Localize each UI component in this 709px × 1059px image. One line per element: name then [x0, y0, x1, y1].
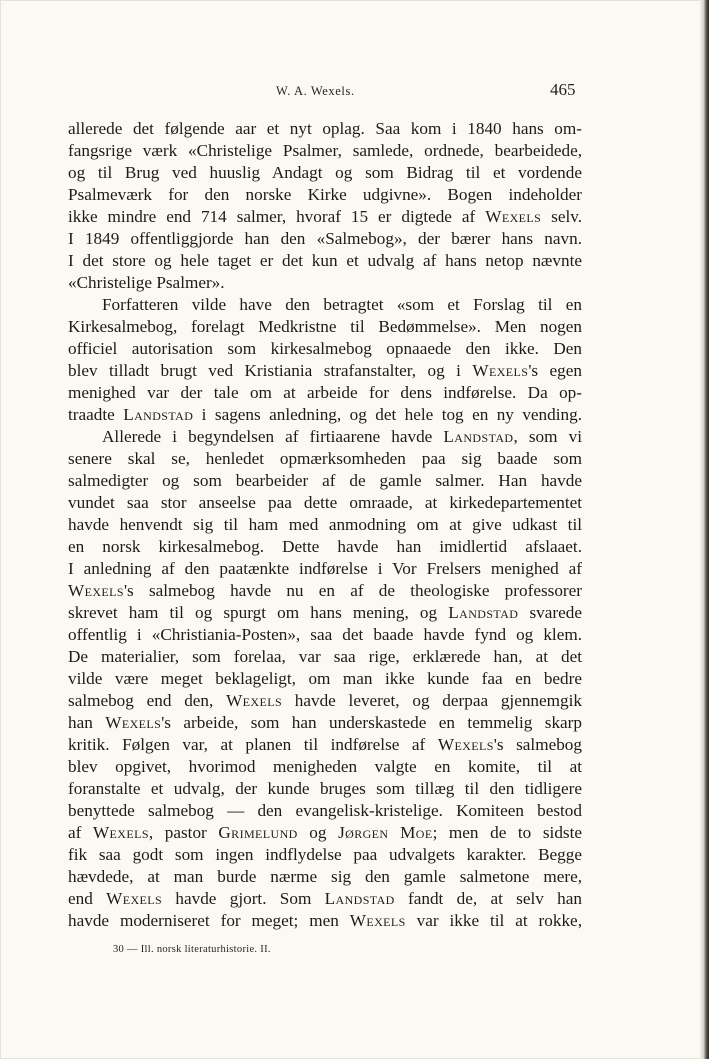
text-line: I anledning af den paatænkte indførelse i Vor Frelsers menighed af [68, 559, 582, 578]
text-line: skrevet ham til og spurgt om hans mening, og Landstad svarede [68, 603, 582, 622]
text-line: menighed var der tale om at arbeide for dens indførelse. Da op- [68, 383, 582, 402]
text-line: Forfatteren vilde have den betragtet «som et Forslag til en [102, 295, 582, 314]
text-line: traadte Landstad i sagens anledning, og det hele tog en ny vending. [68, 405, 582, 424]
text-line: allerede det følgende aar et nyt oplag. Saa kom i 1840 hans om- [68, 119, 582, 138]
running-header: W. A. Wexels. [276, 84, 355, 98]
text-line: kritik. Følgen var, at planen til indførelse af Wexels's salmebog [68, 735, 582, 754]
text-line: officiel autorisation som kirkesalmebog opnaaede den ikke. Den [68, 339, 582, 358]
text-line: Psalmeværk for den norske Kirke udgivne». Bogen indeholder [68, 185, 582, 204]
text-line: I det store og hele taget er det kun et udvalg af hans netop nævnte [68, 251, 582, 270]
text-line: havde moderniseret for meget; men Wexels var ikke til at rokke, [68, 911, 582, 930]
text-line: vilde være meget beklageligt, om man ikke kunde faa en bedre [68, 669, 582, 688]
text-line: hævdede, at man burde nærme sig den gamle salmetone mere, [68, 867, 582, 886]
text-line: af Wexels, pastor Grimelund og Jørgen Moe; men de to sidste [68, 823, 583, 842]
text-line: han Wexels's arbeide, som han underskastede en temmelig skarp [68, 713, 582, 732]
text-line: blev opgivet, hvorimod menigheden valgte en komite, til at [68, 757, 582, 776]
text-line: fangsrige værk «Christelige Psalmer, samlede, ordnede, bearbeidede, [68, 141, 582, 160]
text-line: en norsk kirkesalmebog. Dette havde han imidlertid afslaaet. [68, 537, 582, 556]
body-text [68, 118, 582, 932]
text-line: og til Brug ved huuslig Andagt og som Bidrag til et vordende [68, 163, 582, 182]
text-line: benyttede salmebog — den evangelisk-kristelige. Komiteen bestod [68, 801, 582, 820]
text-line: havde henvendt sig til ham med anmodning om at give udkast til [68, 515, 582, 534]
text-line: foranstalte et udvalg, der kunde bruges som tillæg til den tidligere [68, 779, 582, 798]
text-line: end Wexels havde gjort. Som Landstad fandt de, at selv han [68, 889, 582, 908]
text-line: blev tilladt brugt ved Kristiania strafanstalter, og i Wexels's egen [68, 361, 582, 380]
text-line: Kirkesalmebog, forelagt Medkristne til Bedømmelse». Men nogen [68, 317, 582, 336]
page-edge-shadow [700, 0, 709, 1059]
signature-footer: 30 — Ill. norsk literaturhistorie. II. [113, 944, 271, 955]
text-line: offentlig i «Christiania-Posten», saa det baade havde fynd og klem. [68, 625, 582, 644]
text-line: I 1849 offentliggjorde han den «Salmebog», der bærer hans navn. [68, 229, 582, 248]
text-line: Allerede i begyndelsen af firtiaarene havde Landstad, som vi [102, 427, 582, 446]
text-line: salmedigter og som bearbeider af de gamle salmer. Han havde [68, 471, 582, 490]
text-line: ikke mindre end 714 salmer, hvoraf 15 er digtede af Wexels selv. [68, 207, 582, 226]
text-line: vundet saa stor anseelse paa dette omraade, at kirkedepartementet [68, 493, 582, 512]
text-line: «Christelige Psalmer». [68, 273, 225, 292]
text-line: Wexels's salmebog havde nu en af de theologiske professorer [68, 581, 582, 600]
text-line: De materialier, som forelaa, var saa rige, erklærede han, at det [68, 647, 582, 666]
page-number: 465 [550, 80, 576, 99]
text-line: salmebog end den, Wexels havde leveret, og derpaa gjennemgik [68, 691, 582, 710]
text-line: senere skal se, henledet opmærksomheden paa sig baade som [68, 449, 582, 468]
text-line: fik saa godt som ingen indflydelse paa udvalgets karakter. Begge [68, 845, 582, 864]
